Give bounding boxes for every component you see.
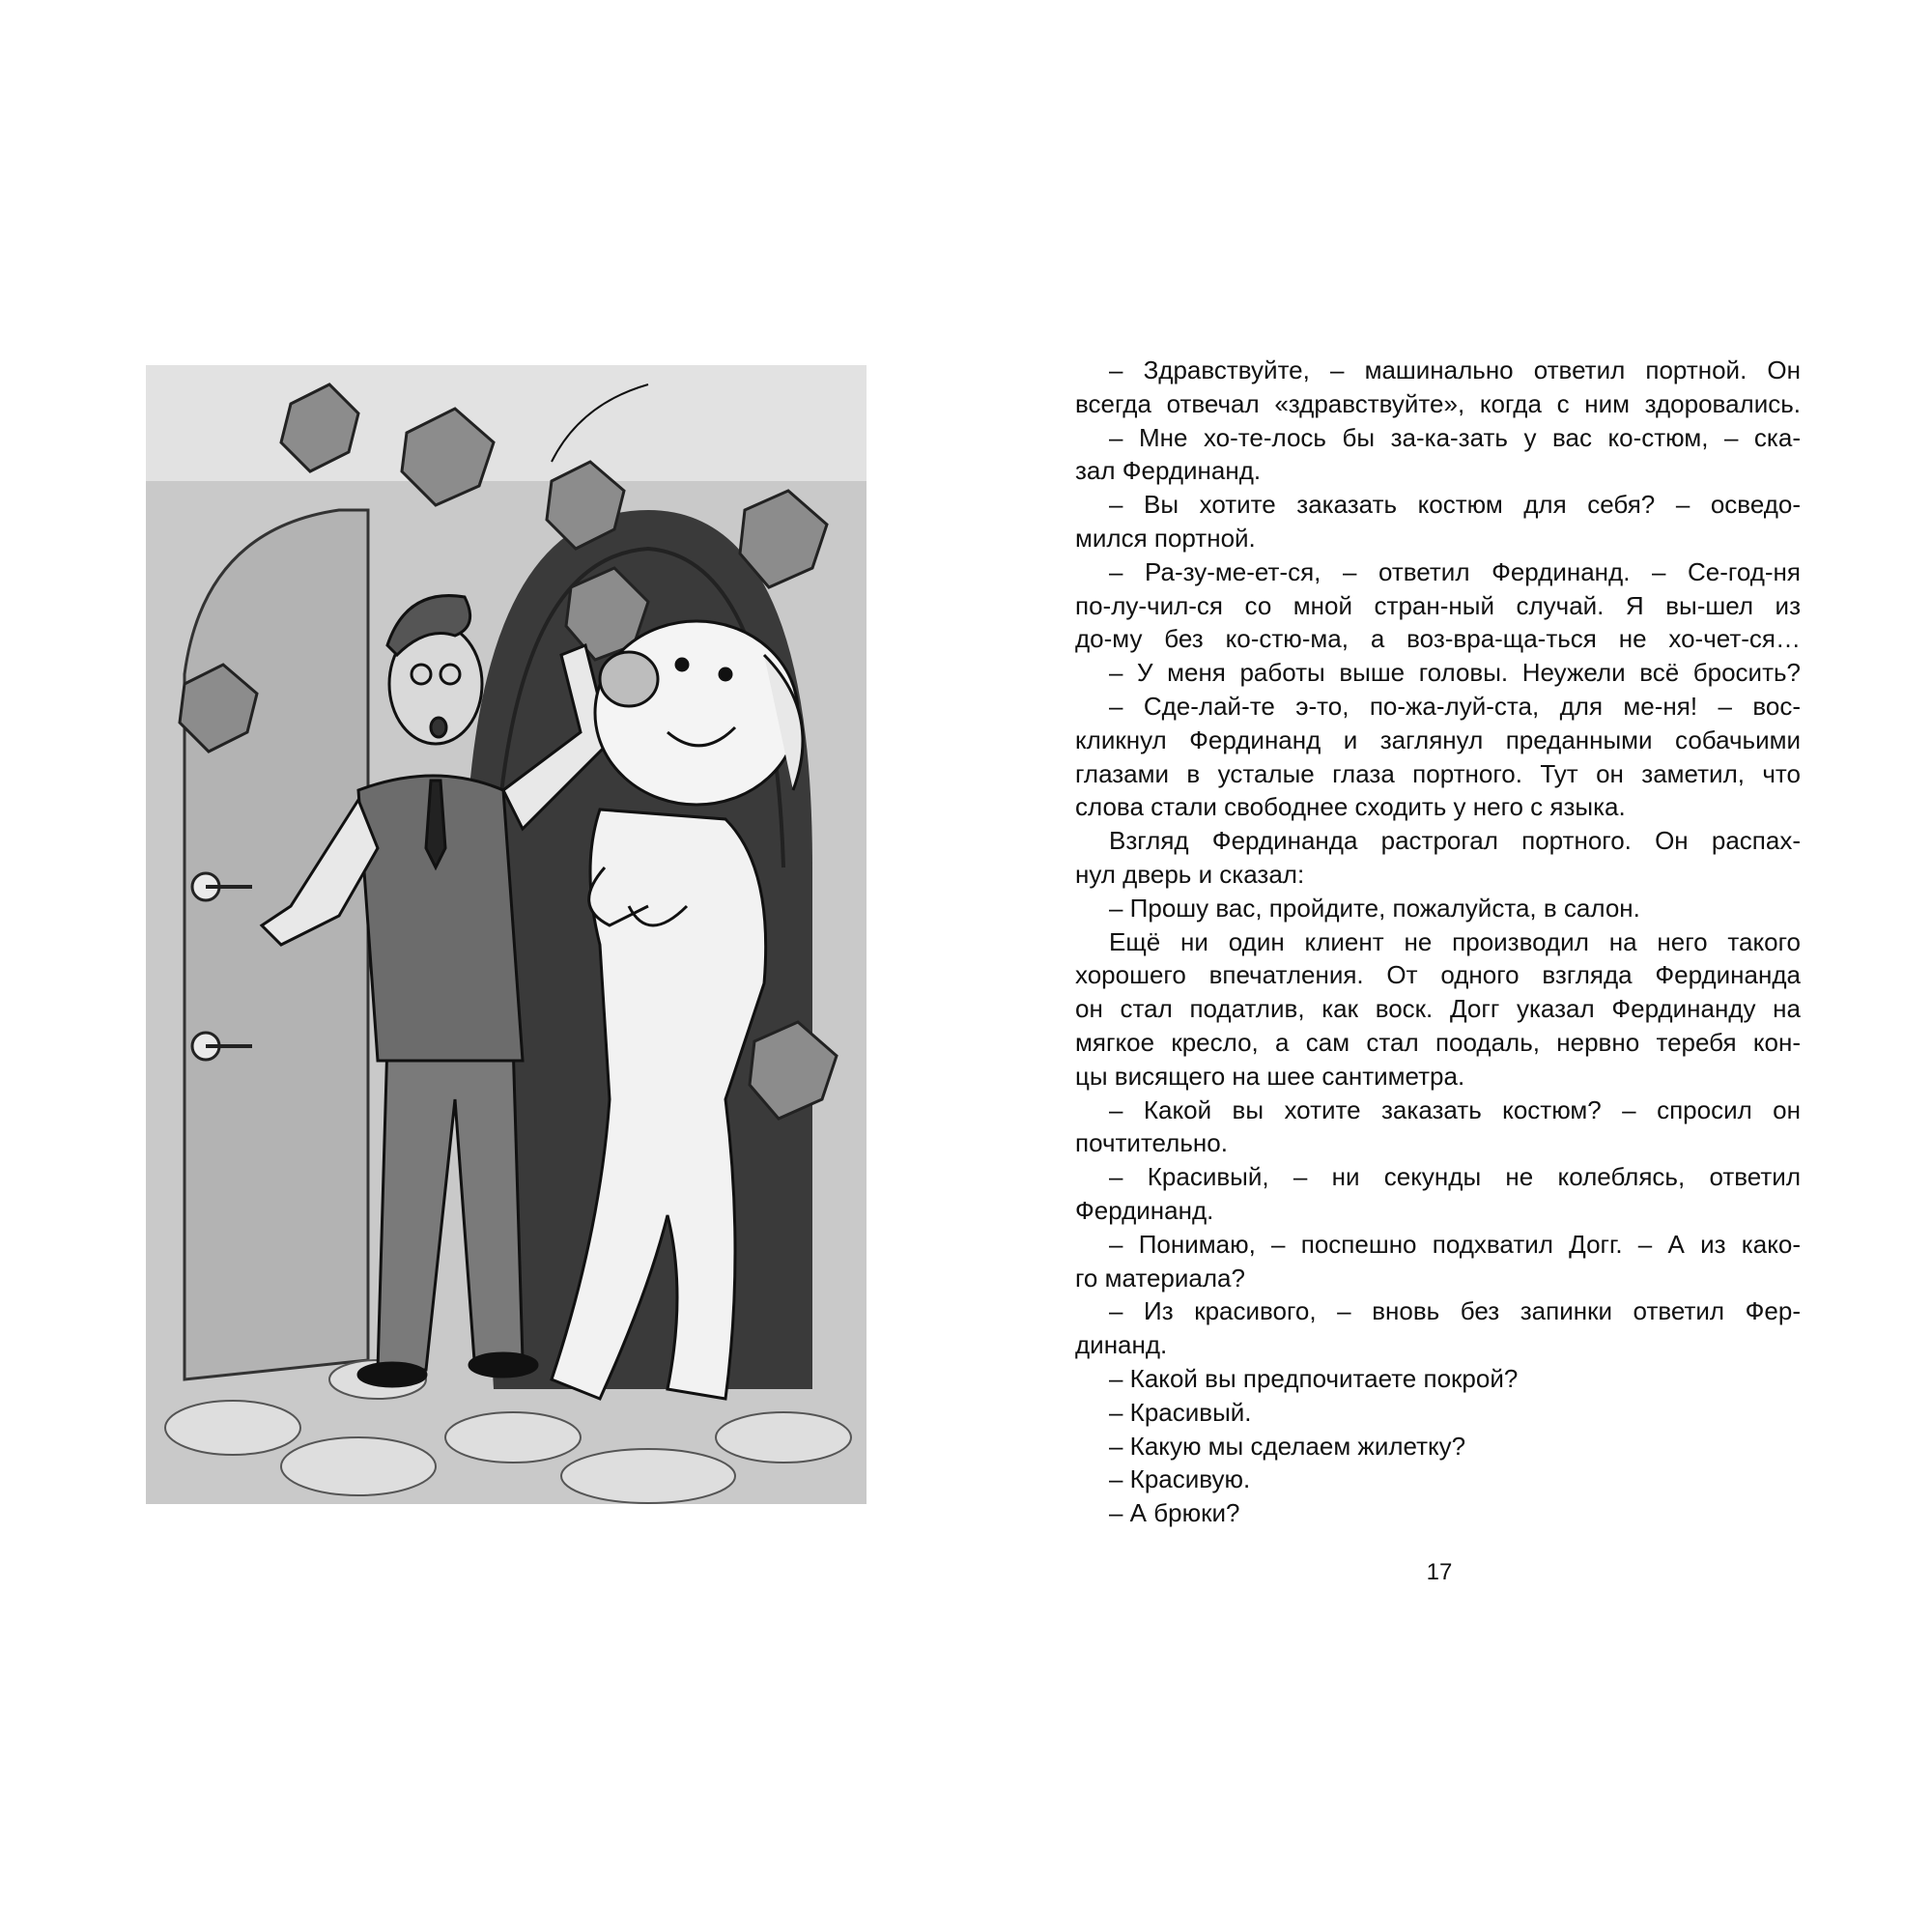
text-line: до-му без ко-стю-ма, а воз-вра-ща-ться не хо-чет-ся…	[1075, 624, 1801, 654]
text-line: Ещё ни один клиент не производил на него такого	[1109, 926, 1801, 956]
text-line: хорошего впечатления. От одного взгляда Фердинанда	[1075, 960, 1801, 990]
text-line: Фердинанд.	[1075, 1195, 1214, 1225]
text-line: – Ра-зу-ме-ет-ся, – ответил Фердинанд. – Се-год-ня	[1109, 556, 1801, 586]
text-line: – А брюки?	[1109, 1498, 1240, 1528]
text-line: глазами в усталые глаза портного. Тут он заметил, что	[1075, 758, 1801, 788]
text-line: он стал податлив, как воск. Догг указал Фердинанду на	[1075, 994, 1801, 1024]
text-line: Взгляд Фердинанда растрогал портного. Он распах-	[1109, 826, 1801, 856]
text-line: кликнул Фердинанд и заглянул преданными собачьими	[1075, 724, 1801, 754]
text-line: – Какую мы сделаем жилетку?	[1109, 1431, 1466, 1461]
text-line: почтительно.	[1075, 1128, 1228, 1158]
text-line: – Вы хотите заказать костюм для себя? – осведо-	[1109, 490, 1801, 520]
text-line: го материала?	[1075, 1263, 1245, 1293]
text-line: – Понимаю, – поспешно подхватил Догг. – А из како-	[1109, 1229, 1801, 1259]
text-line: мягкое кресло, а сам стал поодаль, нервно теребя кон-	[1075, 1027, 1801, 1057]
text-line: – Какой вы хотите заказать костюм? – спросил он	[1109, 1094, 1801, 1124]
text-line: цы висящего на шее сантиметра.	[1075, 1061, 1465, 1091]
text-line: зал Фердинанд.	[1075, 456, 1262, 486]
text-line: по-лу-чил-ся со мной стран-ный случай. Я вы-шел из	[1075, 590, 1801, 620]
text-column	[1075, 354, 1801, 1530]
text-line: слова стали свободнее сходить у него с языка.	[1075, 792, 1626, 822]
text-line: – Красивый.	[1109, 1397, 1252, 1427]
illustration	[146, 365, 867, 1504]
text-line: – Мне хо-те-лось бы за-ка-зать у вас ко-стюм, – ска-	[1109, 422, 1801, 452]
text-line: динанд.	[1075, 1330, 1168, 1360]
text-line: – Красивую.	[1109, 1464, 1251, 1494]
text-line: – Сде-лай-те э-то, по-жа-луй-ста, для ме-ня! – вос-	[1109, 691, 1801, 721]
text-line: мился портной.	[1075, 523, 1256, 553]
text-line: всегда отвечал «здравствуйте», когда с ним здоровались.	[1075, 388, 1801, 418]
text-line: – Какой вы предпочитаете покрой?	[1109, 1363, 1519, 1393]
tailor-and-dog-illustration	[146, 365, 867, 1504]
text-line: – Здравствуйте, – машинально ответил портной. Он	[1109, 355, 1801, 384]
text-line: нул дверь и сказал:	[1075, 859, 1305, 889]
text-line: – Красивый, – ни секунды не колеблясь, ответил	[1109, 1162, 1801, 1192]
text-line: – Из красивого, – вновь без запинки ответил Фер-	[1109, 1296, 1801, 1326]
text-line: – Прошу вас, пройдите, пожалуйста, в салон.	[1109, 893, 1640, 923]
text-line: – У меня работы выше головы. Неужели всё бросить?	[1109, 658, 1801, 688]
page-number: 17	[1426, 1559, 1453, 1585]
